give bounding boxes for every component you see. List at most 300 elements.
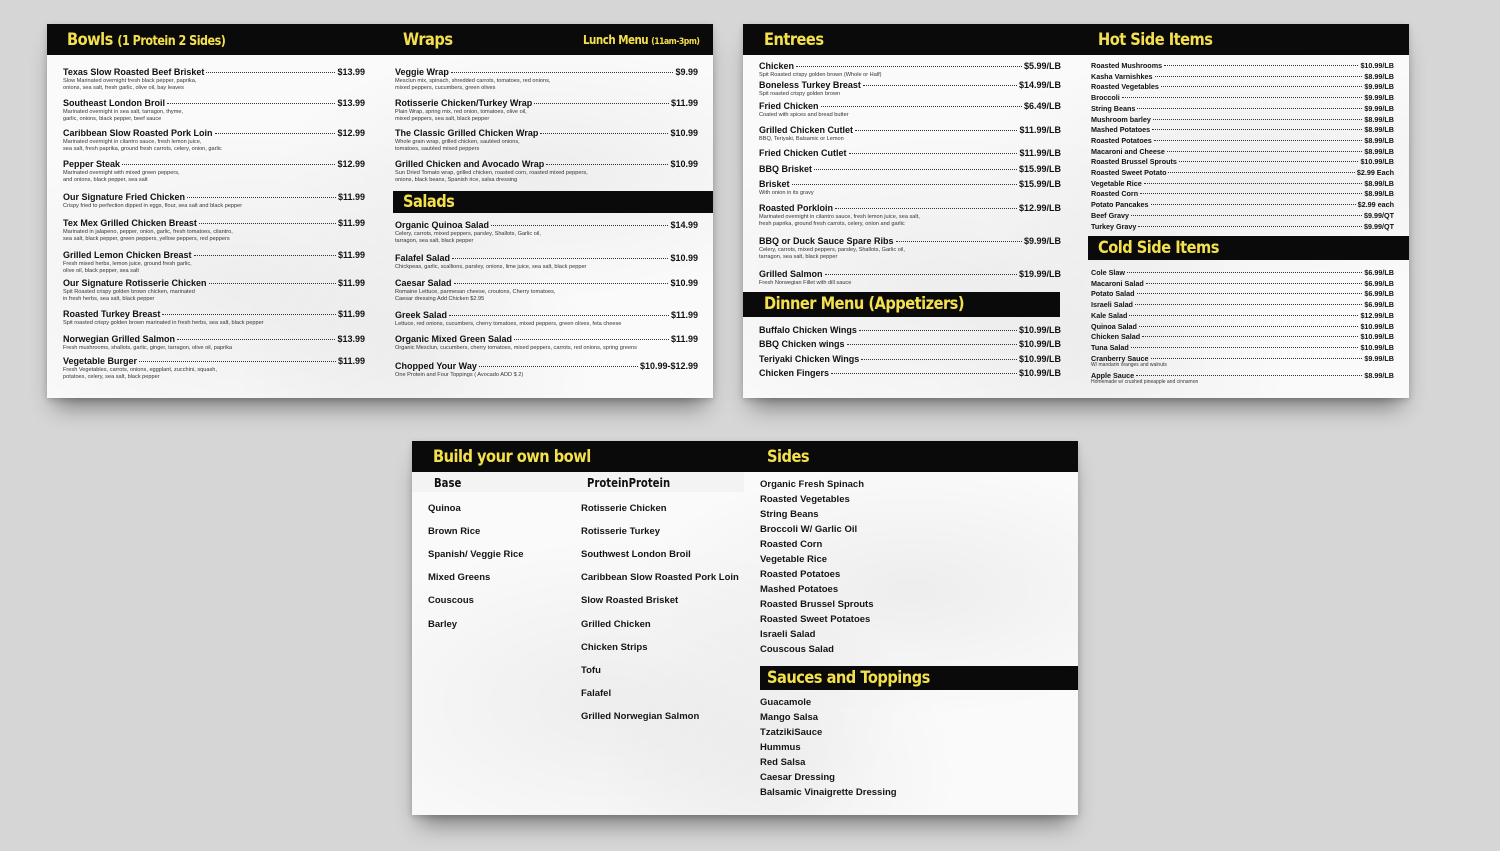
- item-description: BBQ, Teriyaki, Balsamic or Lemon: [759, 136, 844, 142]
- item-price: $8.99/LB: [1364, 371, 1394, 380]
- menu-item-row: [759, 269, 1061, 280]
- item-price: $10.99/LB: [1018, 325, 1061, 335]
- menu-item: [1091, 147, 1394, 156]
- item-name: Boneless Turkey Breast: [759, 80, 861, 90]
- list-item: Tofu: [581, 664, 601, 676]
- list-item: Rotisserie Turkey: [581, 526, 661, 538]
- dot-leader: [1161, 86, 1363, 87]
- menu-item: [395, 310, 698, 328]
- dot-leader: [859, 330, 1017, 331]
- dot-leader: [479, 366, 638, 367]
- list-item: Rotisserie Chicken: [581, 503, 667, 514]
- item-description: Whole grain wrap, grilled chicken, sautéed onions,: [395, 139, 520, 145]
- item-price: $10.99: [670, 128, 698, 138]
- dot-leader: [896, 241, 1022, 242]
- menu-item-row: [395, 67, 698, 78]
- menu-item-row: [1091, 72, 1394, 81]
- lunch-hours: (11am-3pm): [651, 37, 700, 47]
- item-name: Grilled Lemon Chicken Breast: [63, 250, 192, 260]
- dot-leader: [177, 339, 335, 340]
- menu-item-row: [1091, 222, 1394, 231]
- menu-item: [63, 218, 365, 242]
- menu-item-row: [395, 220, 698, 231]
- menu-item-row: [63, 250, 365, 261]
- item-price: $9.99: [675, 67, 698, 77]
- item-price: $8.99/LB: [1364, 71, 1394, 81]
- list-item: Falafel: [581, 687, 612, 699]
- item-name: Roasted Corn: [1091, 189, 1139, 199]
- item-description: Plain Wrap, spring mix, red onion, tomatoes, olive oil,: [395, 109, 527, 115]
- menu-item-row: [759, 125, 1061, 136]
- menu-item: [1091, 189, 1394, 198]
- item-name: Caesar Salad: [395, 278, 452, 288]
- item-name: Grilled Chicken and Avocado Wrap: [395, 159, 545, 169]
- item-price: $19.99/LB: [1018, 269, 1061, 279]
- menu-item: [63, 98, 365, 122]
- item-name: Norwegian Grilled Salmon: [63, 334, 176, 344]
- menu-item-row: [1091, 311, 1394, 320]
- item-name: Roasted Vegetables: [1091, 82, 1159, 92]
- menu-item: [759, 325, 1061, 336]
- item-name: Organic Quinoa Salad: [395, 220, 490, 230]
- menu-item-row: [759, 164, 1061, 175]
- item-price: $11.99: [337, 192, 365, 202]
- lunch-menu-panel: [47, 24, 713, 398]
- list-item: Guacamole: [760, 697, 812, 708]
- dot-leader: [540, 133, 668, 134]
- item-price: $14.99/LB: [1018, 80, 1061, 90]
- menu-item: [759, 179, 1061, 197]
- menu-item: [1091, 157, 1394, 166]
- item-description: Spit roasted crispy golden brown: [759, 91, 841, 97]
- item-price: $8.99/LB: [1364, 125, 1394, 135]
- item-name: Grilled Salmon: [759, 269, 823, 279]
- dot-leader: [199, 223, 336, 224]
- item-price: $10.99/LB: [1360, 157, 1394, 167]
- menu-item: [1091, 136, 1394, 145]
- item-name: BBQ Brisket: [759, 164, 813, 174]
- dot-leader: [187, 197, 336, 198]
- menu-item: [759, 354, 1061, 365]
- item-name: Roasted Turkey Breast: [63, 309, 161, 319]
- dot-leader: [1122, 97, 1363, 98]
- menu-item: [63, 356, 365, 380]
- item-name: Tex Mex Grilled Chicken Breast: [63, 218, 197, 228]
- item-price: $6.49/LB: [1023, 101, 1061, 111]
- dot-leader: [1179, 161, 1359, 162]
- dot-leader: [1164, 65, 1358, 66]
- dot-leader: [139, 361, 336, 362]
- dot-leader: [1142, 336, 1358, 337]
- menu-item-row: [1091, 61, 1394, 70]
- menu-item: [63, 159, 365, 183]
- menu-item-row: [395, 98, 698, 109]
- menu-item: [63, 334, 365, 352]
- menu-item: [1091, 82, 1394, 91]
- menu-item: [395, 128, 698, 152]
- sauces-heading: Sauces and Toppings: [767, 668, 930, 688]
- dot-leader: [1152, 129, 1362, 130]
- menu-item-row: [1091, 147, 1394, 156]
- item-name: Potato Pancakes: [1091, 200, 1149, 210]
- item-name: Pepper Steak: [63, 159, 121, 169]
- dot-leader: [849, 153, 1018, 154]
- menu-item: [1091, 354, 1394, 369]
- item-price: $15.99/LB: [1018, 179, 1061, 189]
- item-name: Fried Chicken Cutlet: [759, 148, 847, 158]
- list-item: Barley: [428, 618, 458, 630]
- menu-item-row: [1091, 343, 1394, 352]
- item-price: $8.99/LB: [1364, 146, 1394, 156]
- item-description: Caesar dressing Add Chicken $2.95: [395, 295, 485, 302]
- item-name: Caribbean Slow Roasted Pork Loin: [63, 128, 213, 138]
- menu-item: [395, 67, 698, 91]
- item-name: Buffalo Chicken Wings: [759, 325, 857, 335]
- item-name: BBQ or Duck Sauce Spare Ribs: [759, 236, 894, 246]
- item-name: Roasted Potatoes: [1091, 135, 1152, 145]
- item-price: $10.99/LB: [1360, 61, 1394, 70]
- item-name: BBQ Chicken wings: [759, 339, 845, 349]
- menu-item: [1091, 322, 1394, 331]
- dot-leader: [863, 85, 1017, 86]
- item-price: $10.99: [670, 278, 698, 288]
- item-price: $10.99/LB: [1018, 354, 1061, 364]
- list-item: Spanish/ Veggie Rice: [428, 549, 524, 561]
- menu-item-row: [759, 179, 1061, 190]
- dot-leader: [1146, 283, 1363, 284]
- menu-item: [759, 101, 1061, 119]
- menu-item-row: [759, 368, 1061, 379]
- list-item: Vegetable Rice: [760, 554, 828, 565]
- item-name: Roasted Mushrooms: [1091, 61, 1163, 70]
- item-name: Macaroni Salad: [1091, 279, 1144, 288]
- item-description: With onion in its gravy: [759, 190, 814, 196]
- item-price: $8.99/LB: [1364, 178, 1394, 188]
- item-name: Fried Chicken: [759, 101, 819, 111]
- menu-item-row: [1091, 136, 1394, 145]
- list-item: Roasted Potatoes: [760, 569, 841, 580]
- item-name: Chicken: [759, 61, 795, 71]
- menu-item-row: [1091, 125, 1394, 134]
- dot-leader: [1151, 358, 1363, 359]
- menu-item: [395, 253, 698, 271]
- item-description: mixed peppers, sea salt, black pepper: [395, 115, 490, 122]
- menu-item-row: [63, 356, 365, 367]
- item-price: $9.99/LB: [1364, 103, 1394, 113]
- menu-item-row: [1091, 300, 1394, 309]
- item-price: $11.99: [670, 98, 698, 108]
- item-price: $8.99/LB: [1364, 189, 1394, 199]
- list-item: Roasted Corn: [760, 539, 823, 550]
- menu-item: [395, 159, 698, 183]
- item-name: Vegetable Burger: [63, 356, 138, 366]
- menu-item-row: [1091, 168, 1394, 177]
- menu-item: [395, 220, 698, 244]
- list-item: Balsamic Vinaigrette Dressing: [760, 787, 897, 798]
- dot-leader: [1138, 226, 1362, 227]
- item-price: $12.99: [337, 159, 365, 169]
- item-price: $2.99 Each: [1356, 168, 1394, 177]
- item-name: Roasted Sweet Potato: [1091, 168, 1167, 177]
- menu-item-row: [395, 128, 698, 139]
- menu-item: [1091, 268, 1394, 277]
- menu-item: [759, 61, 1061, 79]
- item-name: String Beans: [1091, 103, 1136, 113]
- item-name: Chicken Fingers: [759, 368, 830, 378]
- menu-item: [63, 309, 365, 327]
- item-name: Mashed Potatoes: [1091, 125, 1151, 135]
- menu-item: [1091, 332, 1394, 341]
- menu-item-row: [759, 325, 1061, 336]
- menu-item: [63, 250, 365, 274]
- dot-leader: [835, 208, 1017, 209]
- item-name: Texas Slow Roasted Beef Brisket: [63, 67, 205, 77]
- list-item: Southwest London Broil: [581, 549, 691, 561]
- item-name: Falafel Salad: [395, 253, 451, 263]
- item-name: Chicken Salad: [1091, 332, 1141, 341]
- dot-leader: [1140, 193, 1362, 194]
- item-description: sea salt, black pepper, green peppers, yellow peppers, red peppers: [63, 235, 230, 242]
- menu-item-row: [395, 334, 698, 345]
- list-item: Broccoli W/ Garlic Oil: [760, 524, 858, 535]
- menu-item-row: [395, 253, 698, 264]
- item-name: Greek Salad: [395, 310, 448, 320]
- list-item: Grilled Norwegian Salmon: [581, 710, 700, 722]
- menu-item-row: [759, 101, 1061, 112]
- item-description: onions, sea salt, fresh garlic, olive oil, bay leaves: [63, 84, 184, 91]
- list-item: Hummus: [760, 742, 801, 753]
- item-name: Tuna Salad: [1091, 343, 1129, 352]
- protein-column-heading: ProteinProtein: [587, 476, 671, 490]
- base-column-heading: Base: [434, 476, 462, 490]
- item-description: potatoes, celery, sea salt, black pepper: [63, 373, 160, 380]
- list-item: Mango Salsa: [760, 712, 819, 723]
- menu-item: [1091, 72, 1394, 81]
- list-item: Couscous: [428, 595, 474, 607]
- list-item: Mixed Greens: [428, 572, 491, 584]
- salads-heading: Salads: [403, 192, 455, 212]
- bowls-subtitle: (1 Protein 2 Sides): [117, 34, 226, 49]
- item-description: Slow Marinated overnight fresh black pepper, paprika,: [63, 78, 197, 84]
- sides-heading: Sides: [767, 447, 810, 467]
- item-price: $9.99/QT: [1364, 210, 1394, 220]
- item-description: W/ mandarin oranges and walnuts: [1091, 362, 1167, 368]
- list-item: Israeli Salad: [760, 629, 816, 640]
- menu-item: [1091, 311, 1394, 320]
- item-price: $10.99: [670, 253, 698, 263]
- item-description: Fresh Vegetables, carrots, onions, eggplant, zucchini, squash,: [63, 367, 217, 373]
- item-name: Mushroom barley: [1091, 114, 1151, 124]
- menu-item: [759, 164, 1061, 175]
- dot-leader: [449, 315, 669, 316]
- item-price: $6.99/LB: [1364, 300, 1394, 309]
- menu-item: [1091, 115, 1394, 124]
- menu-item: [395, 334, 698, 352]
- byo-heading: Build your own bowl: [433, 447, 591, 467]
- item-description: Fresh mushrooms, shallots, garlic, ginger, tarragon, olive oil, paprika: [63, 345, 233, 351]
- dot-leader: [1136, 375, 1362, 376]
- item-name: Kale Salad: [1091, 311, 1128, 320]
- menu-item-row: [63, 159, 365, 170]
- item-price: $9.99/LB: [1023, 236, 1061, 246]
- item-description: garlic, onions, black pepper, beef sauce: [63, 115, 162, 122]
- item-name: Apple Sauce: [1091, 371, 1135, 380]
- list-item: Organic Fresh Spinach: [760, 479, 864, 490]
- menu-item: [759, 269, 1061, 287]
- item-price: $12.99: [337, 128, 365, 138]
- list-item: Caribbean Slow Roasted Pork Loin: [581, 572, 739, 584]
- menu-item-row: [1091, 332, 1394, 341]
- bowls-heading: [67, 32, 225, 49]
- list-item: Slow Roasted Brisket: [581, 595, 679, 607]
- menu-item: [395, 278, 698, 302]
- menu-item-row: [63, 192, 365, 203]
- menu-item: [395, 98, 698, 122]
- dot-leader: [814, 169, 1017, 170]
- menu-item: [1091, 211, 1394, 220]
- item-price: $10.99/LB: [1360, 322, 1394, 331]
- item-name: Kasha Varnishkes: [1091, 71, 1153, 81]
- menu-item: [1091, 179, 1394, 188]
- menu-item: [759, 236, 1061, 260]
- menu-item-row: [759, 354, 1061, 365]
- dot-leader: [451, 72, 674, 73]
- menu-item: [1091, 200, 1394, 209]
- menu-item: [759, 368, 1061, 379]
- menu-item-row: [759, 236, 1061, 247]
- item-description: Mesclun mix, spinach, shredded carrots, tomatoes, red onions,: [395, 78, 551, 84]
- item-price: $11.99: [337, 309, 365, 319]
- item-description: tarragon, sea salt, black pepper: [395, 237, 474, 244]
- dot-leader: [215, 133, 336, 134]
- item-description: Marinated overnight in cilantro sauce, fresh lemon juice,: [63, 139, 202, 145]
- item-price: $14.99: [670, 220, 698, 230]
- item-price: $12.99/LB: [1018, 203, 1061, 213]
- item-price: $11.99: [337, 218, 365, 228]
- item-description: Marinated overnight in sea salt, tarragon, thyme,: [63, 109, 184, 115]
- item-description: Spit roasted crispy golden brown marinated in fresh herbs, sea salt, black pepper: [63, 320, 264, 326]
- item-name: Vegetable Rice: [1091, 178, 1142, 188]
- item-description: Spit Roasted crispy golden brown chicken, marinated: [63, 289, 195, 295]
- dinner-heading: Dinner Menu (Appetizers): [764, 294, 965, 314]
- cold-sides-heading: Cold Side Items: [1098, 238, 1219, 258]
- item-name: Veggie Wrap: [395, 67, 449, 77]
- item-price: $10.99/LB: [1360, 332, 1394, 341]
- menu-item-row: [1091, 200, 1394, 209]
- item-name: Teriyaki Chicken Wings: [759, 354, 860, 364]
- item-name: Cole Slaw: [1091, 268, 1125, 277]
- menu-item-row: [1091, 268, 1394, 277]
- list-item: Caesar Dressing: [760, 772, 835, 783]
- item-price: $13.99: [337, 67, 365, 77]
- item-price: $11.99: [337, 356, 365, 366]
- item-description: Lettuce, red onions, cucumbers, cherry tomatoes, mixed peppers, green olives, feta cheese: [395, 321, 622, 327]
- menu-item-row: [395, 361, 698, 372]
- menu-item: [1091, 343, 1394, 352]
- item-name: Macaroni and Cheese: [1091, 146, 1165, 156]
- menu-item: [1091, 289, 1394, 298]
- dot-leader: [514, 339, 669, 340]
- build-bowl-panel: [412, 441, 1078, 815]
- item-price: $10.99/LB: [1018, 339, 1061, 349]
- item-description: Celery, carrots, mixed peppers, parsley, Shallots, Garlic oil,: [395, 231, 541, 237]
- menu-item: [1091, 125, 1394, 134]
- dot-leader: [1127, 272, 1362, 273]
- item-description: Marinated in jalapeno, pepper, onion, garlic, fresh tomatoes, cilantro,: [63, 229, 233, 235]
- list-item: Couscous Salad: [760, 644, 834, 655]
- wraps-heading: Wraps: [403, 30, 453, 50]
- lunch-label: Lunch Menu: [583, 33, 649, 47]
- menu-item: [1091, 222, 1394, 231]
- dot-leader: [1151, 204, 1356, 205]
- item-price: $11.99: [670, 310, 698, 320]
- menu-item: [759, 203, 1061, 227]
- menu-item: [1091, 61, 1394, 70]
- menu-item-row: [759, 80, 1061, 91]
- list-item: TzatzikiSauce: [760, 727, 823, 738]
- item-name: Broccoli: [1091, 93, 1120, 103]
- item-description: fresh paprika, ground fresh carrots, celery, onion and garlic: [759, 220, 905, 227]
- menu-item-row: [759, 148, 1061, 159]
- item-price: $9.99/LB: [1364, 93, 1394, 103]
- item-description: and onions, black pepper, sea salt: [63, 176, 148, 183]
- dot-leader: [162, 314, 336, 315]
- item-name: Our Signature Fried Chicken: [63, 192, 186, 202]
- item-description: olive oil, black pepper, sea salt: [63, 267, 139, 274]
- menu-item-row: [1091, 289, 1394, 298]
- item-price: $15.99/LB: [1018, 164, 1061, 174]
- item-name: Israeli Salad: [1091, 300, 1133, 309]
- dot-leader: [1137, 108, 1362, 109]
- item-price: $5.99/LB: [1023, 61, 1061, 71]
- item-price: $2.99 each: [1357, 200, 1394, 210]
- menu-item: [63, 278, 365, 302]
- menu-item-row: [63, 98, 365, 109]
- dot-leader: [452, 258, 668, 259]
- dot-leader: [546, 164, 668, 165]
- menu-item-row: [63, 309, 365, 320]
- menu-item-row: [1091, 179, 1394, 188]
- item-name: Southeast London Broil: [63, 98, 165, 108]
- item-description: Crispy fried to perfection dipped in eggs, flour, sea salt and black pepper: [63, 203, 243, 209]
- menu-item-row: [63, 334, 365, 345]
- dot-leader: [855, 130, 1017, 131]
- list-item: Roasted Vegetables: [760, 494, 850, 505]
- menu-item-row: [63, 67, 365, 78]
- item-price: $6.99/LB: [1364, 289, 1394, 298]
- item-description: tarragon, sea salt, black pepper: [759, 253, 838, 260]
- item-description: Fresh Norwegian Fillet with dill sauce: [759, 280, 852, 286]
- dot-leader: [861, 359, 1017, 360]
- menu-item-row: [1091, 115, 1394, 124]
- bowls-title: Bowls: [67, 30, 113, 50]
- item-price: $10.99: [670, 159, 698, 169]
- dot-leader: [167, 103, 335, 104]
- menu-item-row: [1091, 104, 1394, 113]
- item-price: $9.99/LB: [1364, 354, 1394, 363]
- item-price: $9.99/QT: [1364, 221, 1394, 231]
- item-description: Spit Roasted crispy golden brown (Whole or Half): [759, 72, 882, 78]
- item-description: Homemade w/ crushed pineapple and cinnamon: [1091, 379, 1199, 385]
- item-price: $10.99/LB: [1360, 343, 1394, 352]
- item-name: Organic Mixed Green Salad: [395, 334, 513, 344]
- dot-leader: [209, 283, 336, 284]
- dot-leader: [821, 106, 1022, 107]
- menu-item: [1091, 300, 1394, 309]
- item-description: tomatoes, sautéed mixed peppers: [395, 145, 480, 152]
- menu-item: [1091, 168, 1394, 177]
- item-price: $13.99: [337, 334, 365, 344]
